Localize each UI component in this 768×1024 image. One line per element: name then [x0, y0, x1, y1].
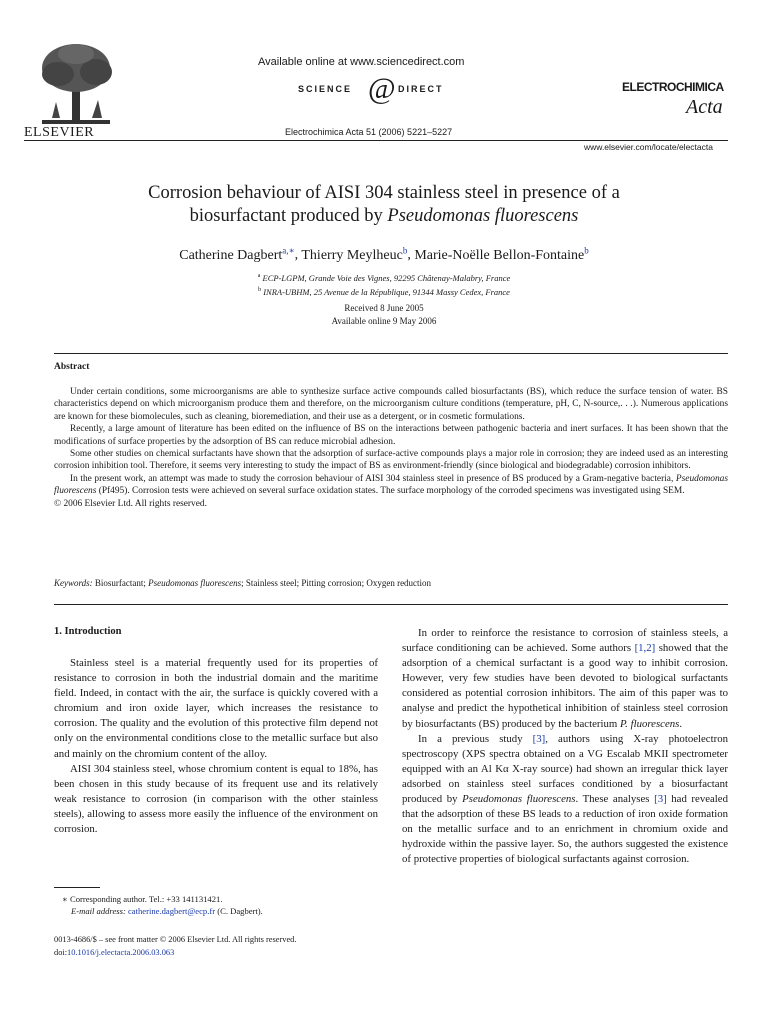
front-matter: [54, 934, 384, 959]
author-list: Catherine Dagbert$^{a,∗}$, Thierry Meylheuc$^b$, Marie-Noëlle Bellon-Fontaine$^b$: [179, 245, 589, 263]
abstract-paragraph: Recently, a large amount of literature has been edited on the influence of BS on the interactions between pathogenic bacteria and inert surfaces. It has been shown that the modifications of surface properties by the adsorption of BS can reduce microbial adhesion.: [54, 424, 728, 447]
left-column-body: [54, 656, 378, 837]
body-paragraph: In a previous study [3], authors using X-ray photoelectron spectroscopy (XPS spectra obtained on a VG Escalab MKII spectrometer equipped with an Al Kα X-ray source) had shown an irregular thick layer adsorbed on stainless steel surfaces conditioned by a biosurfactant produced by Pseudomonas fluorescens. These analyses [3] had revealed that the adsorption of these BS leads to a reduction of iron oxide formation on the metallic surface and to an enrichment in chromium oxide and hydroxide within the passive layer. So, the authors suggested the existence of protective properties of biological surfactants against corrosion.: [402, 732, 728, 866]
journal-url[interactable]: www.elsevier.com/locate/electacta: [584, 142, 713, 152]
title-line-2: biosurfactant produced by Pseudomonas fluorescens: [189, 206, 579, 226]
author-affil-link[interactable]: b: [402, 245, 408, 255]
sd-right: DIRECT: [398, 84, 444, 94]
footnote-rule: [54, 887, 100, 888]
affiliations: [24, 270, 744, 298]
abstract-bottom-rule: [54, 604, 728, 605]
available-online-text: Available online at www.sciencedirect.com: [258, 56, 465, 68]
header-rule: [24, 140, 728, 141]
affiliation-b: $^b$ INRA-UBHM, 25 Avenue de la République, 91344 Massy Cedex, France: [258, 286, 510, 297]
section-heading-introduction: 1. Introduction: [54, 626, 122, 637]
article-title: [24, 182, 744, 228]
doi-link[interactable]: 10.1016/j.electacta.2006.03.063: [67, 947, 175, 957]
sd-at-icon: @: [368, 72, 398, 105]
elsevier-tree-logo: [22, 40, 130, 128]
body-paragraph: In order to reinforce the resistance to corrosion of stainless steels, a surface conditioning can be achieved. Some authors [1,2] showed that the adsorption of a chemical surfactant is a good way to inhibit corrosion. However, very few studies have been devoted to biological surfactants considered as potential corrosion inhibitors. The aim of this paper was to analyse and predict the hypothetical inhibition of stainless steel corrosion by biosurfactants (BS) produced by the bacterium P. fluorescens.: [402, 627, 728, 730]
journal-logo-line1: ELECTROCHIMICA: [622, 80, 724, 94]
journal-reference: Electrochimica Acta 51 (2006) 5221–5227: [285, 127, 453, 137]
journal-logo-line2: Acta: [686, 96, 723, 118]
body-paragraph: Stainless steel is a material frequently used for its properties of resistance to corrosion in both the industrial domain and the maritime field. Indeed, in contact with the air, the surface is quickly covered with a chromium and iron oxide layer, which increases the resistance to corrosion. The quality and the evolution of this protective film depend not only on the environmental conditions close to the metallic surface but also and mainly on the chromium content of the alloy.: [54, 657, 378, 760]
abstract-top-rule: [54, 353, 728, 354]
abstract-paragraph: In the present work, an attempt was made to study the corrosion behaviour of AISI 304 stainless steel in presence of BS produced by a Gram-negative bacteria, Pseudomonas fluorescens (Pf495). Corrosion tests were achieved on several surface oxidation states. The surface morphology of the corroded specimens was investigated using SEM.: [54, 473, 728, 497]
sciencedirect-logo: [298, 72, 488, 106]
footnote-email: E-mail address: catherine.dagbert@ecp.fr (C. Dagbert).: [71, 906, 263, 916]
author-affil-link[interactable]: a,∗: [282, 245, 295, 255]
body-paragraph: AISI 304 stainless steel, whose chromium content is equal to 18%, has been chosen in this study because of its frequent use and its relatively weak resistance to corrosion (in comparison with the other stainless steels), allowing to assess more easily the influence of the environment on corrosion.: [54, 762, 378, 836]
available-date: Available online 9 May 2006: [331, 316, 437, 326]
title-line-1: Corrosion behaviour of AISI 304 stainless steel in presence of a: [148, 183, 620, 203]
keywords: Keywords: Biosurfactant; Pseudomonas fluorescens; Stainless steel; Pitting corrosion; Oxygen reduction: [54, 578, 432, 588]
citation-link[interactable]: [3]: [654, 793, 667, 806]
author: Marie-Noëlle Bellon-Fontaine$^b$: [414, 245, 589, 263]
abstract-heading: Abstract: [54, 362, 90, 372]
email-link[interactable]: catherine.dagbert@ecp.fr: [127, 906, 216, 916]
footnote-corresponding: ∗ Corresponding author. Tel.: +33 141131421.: [62, 894, 223, 904]
citation-link[interactable]: [1,2]: [634, 642, 656, 655]
title-organism: Pseudomonas fluorescens: [387, 206, 579, 226]
doi-line: doi:10.1016/j.electacta.2006.03.063: [54, 947, 175, 957]
issn-line: 0013-4686/$ – see front matter © 2006 Elsevier Ltd. All rights reserved.: [54, 935, 297, 944]
abstract-paragraph: Some other studies on chemical surfactants have shown that the adsorption of surface-active compounds plays a major role in corrosion; they are indeed used as an interesting corrosion inhibition tool. Therefore, it seems very interesting to study the impact of BS as environment-friendly (since biological and biodegradable) corrosion inhibitors.: [54, 449, 728, 472]
author-affil-link[interactable]: b: [584, 245, 589, 255]
affiliation-a: $^a$ ECP-LGPM, Grande Voie des Vignes, 92295 Châtenay-Malabry, France: [257, 272, 511, 283]
author: Catherine Dagbert$^{a,∗}$: [179, 245, 295, 263]
footnotes: [62, 893, 382, 917]
publisher-name: ELSEVIER: [24, 125, 95, 140]
citation-link[interactable]: [3]: [532, 732, 546, 745]
dates: [24, 302, 744, 328]
author: Thierry Meylheuc$^b$: [301, 245, 408, 263]
abstract-paragraph: Under certain conditions, some microorganisms are able to synthesize surface active compounds called biosurfactants (BS), which reduce the surface tension of water. BS characteristics depend on which microorganism produce them and therefore, on the microorganism culture conditions (temperature, pH, C, N-source,. . .). Numerous applications are known for these biomolecules, such as cleaning, bioremediation, and their use as a detergent, or in cosmetic formulations.: [54, 387, 728, 422]
sd-left: SCIENCE: [298, 84, 353, 94]
abstract-body: [54, 386, 728, 510]
abstract-copyright: © 2006 Elsevier Ltd. All rights reserved.: [54, 498, 207, 509]
received-date: Received 8 June 2005: [344, 303, 424, 313]
right-column-body: [402, 626, 728, 868]
keywords-label: Keywords:: [54, 578, 93, 588]
